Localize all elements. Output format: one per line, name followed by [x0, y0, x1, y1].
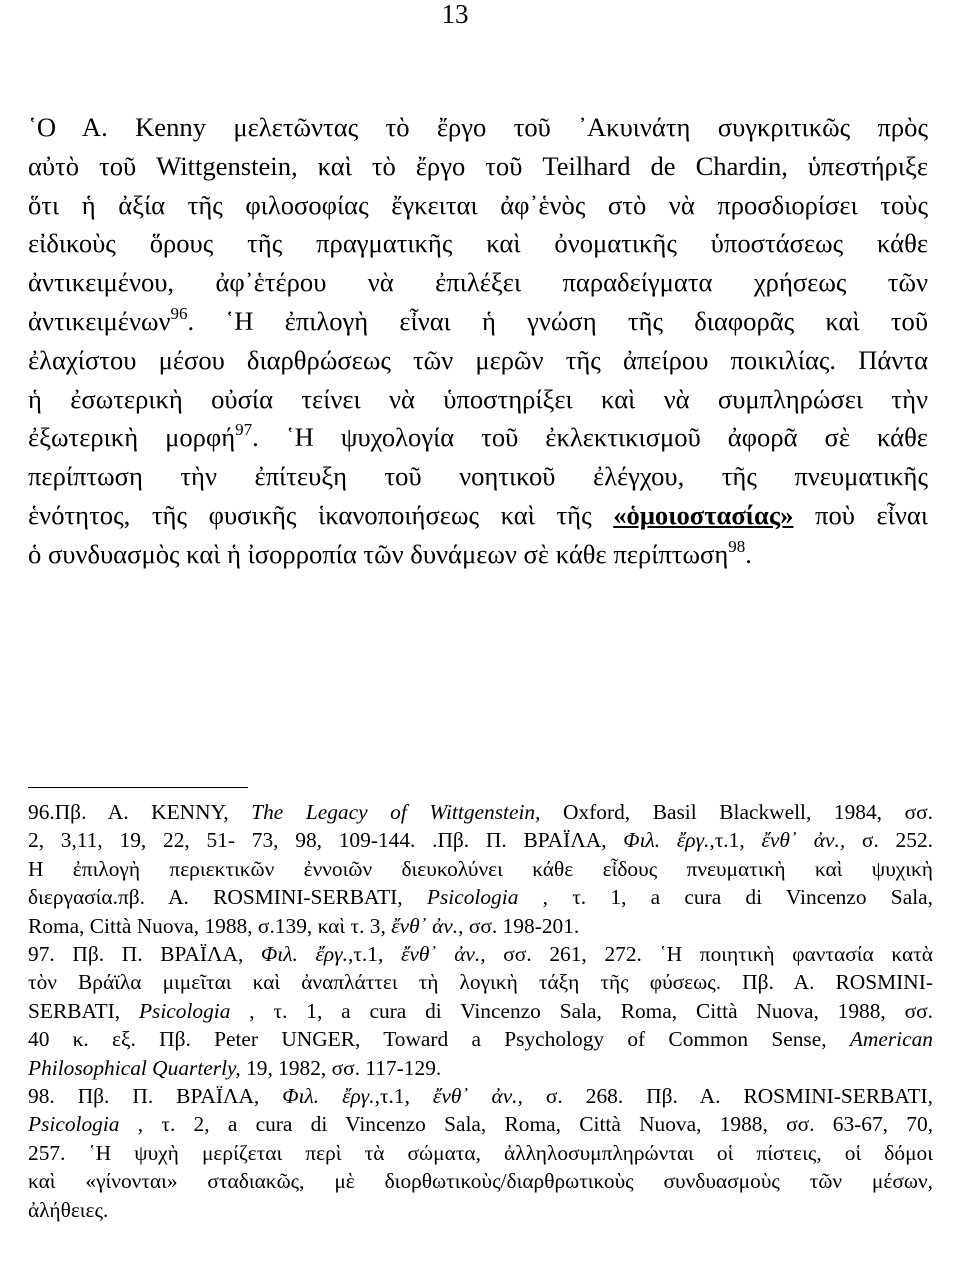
footnote-line [28, 1054, 933, 1082]
footnote-separator [28, 787, 248, 788]
body-paragraph [28, 108, 928, 574]
footnote-text: σσ. 261, 272. ῾Η ποιητικὴ φαντασία κατὰ [485, 942, 933, 967]
body-line [28, 496, 928, 535]
footnote-text: Oxford, Basil Blackwell, 1984, σσ. [540, 800, 933, 824]
footnote-text: 98. Πβ. Π. ΒΡΑΪΛΑ, [28, 1084, 283, 1109]
emphasized-term: «ὁμοιοστασίας» [613, 499, 794, 530]
footnote-italic: Philosophical Quarterly, [28, 1055, 241, 1080]
page-number: 13 [441, 0, 469, 29]
footnote-text: 19, 1982, σσ. 117-129. [240, 1055, 442, 1080]
footnote-line [28, 798, 933, 826]
body-text: . [745, 538, 752, 569]
footnote-italic: Psicologia [138, 998, 231, 1023]
footnote-text: σσ. 198-201. [463, 913, 580, 938]
body-line: περίπτωση τὴν ἐπίτευξη τοῦ νοητικοῦ ἐλέγχου, τῆς πνευματικῆς [28, 461, 928, 492]
footnote-line: τὸν Βράϊλα μιμεῖται καὶ ἀναπλάττει τὴ λογικὴ τάξη τῆς φύσεως. Πβ. Α. ROSMINI- [28, 970, 933, 995]
footnote-line [28, 883, 933, 911]
footnote-line: 257. ῾Η ψυχὴ μερίζεται περὶ τὰ σώματα, ἀλληλοσυμπληρώνται οἱ πίστεις, οἱ δόμοι [28, 1140, 933, 1165]
body-line [28, 302, 928, 341]
body-text: ὁ συνδυασμὸς καὶ ἡ ἰσορροπία τῶν δυνάμεων σὲ κάθε περίπτωση [28, 538, 729, 569]
footnote-italic: Φιλ. ἔργ. [282, 1084, 375, 1109]
body-line: ἀντικειμένου, ἀφ᾿ἑτέρου νὰ ἐπιλέξει παραδείγματα χρήσεως τῶν [28, 267, 928, 298]
body-line: αὐτὸ τοῦ Wittgenstein, καὶ τὸ ἔργο τοῦ Teilhard de Chardin, ὑπεστήριξε [28, 150, 928, 181]
footnote-line [28, 912, 933, 940]
footnote-line: ἀλήθειες. [28, 1197, 109, 1222]
footnote-italic: ἔνθ᾿ ἀν., [400, 942, 486, 967]
body-line: ἡ ἐσωτερικὴ οὐσία τείνει νὰ ὑποστηρίξει καὶ νὰ συμπληρώσει τὴν [28, 383, 928, 414]
footnote-text: 97. Πβ. Π. ΒΡΑΪΛΑ, [28, 942, 261, 967]
footnote-text: ,τ.1, [347, 942, 401, 967]
footnote-text: 2, 3,11, 19, 22, 51- 73, 98, 109-144. .Πβ. Π. ΒΡΑΪΛΑ, [28, 828, 624, 853]
body-text: ἀντικειμένων [28, 305, 171, 336]
footnote-ref-96[interactable]: 96 [170, 303, 188, 323]
footnote-text: σ. 252. [845, 828, 933, 853]
body-text: ἑνότητος, τῆς φυσικῆς ἱκανοποιήσεως καὶ τῆς [28, 499, 592, 530]
body-line [28, 535, 928, 574]
footnote-italic: Psicologia [426, 885, 519, 910]
footnote-text: , τ. 1, a cura di Vincenzo Sala, Roma, Città Nuova, 1988, σσ. [230, 998, 933, 1023]
footnote-italic: ἔνθ᾿ ἀν., [432, 1084, 523, 1109]
body-line: εἰδικοὺς ὅρους τῆς πραγματικῆς καὶ ὀνοματικῆς ὑποστάσεως κάθε [28, 228, 928, 259]
footnote-ref-97[interactable]: 97 [235, 420, 253, 440]
footnote-line: Η ἐπιλογὴ περιεκτικῶν ἐννοιῶν διευκολύνει κάθε εἶδους πνευματικὴ καὶ ψυχικὴ [28, 856, 933, 881]
body-line: ἐλαχίστου μέσου διαρθρώσεως τῶν μερῶν τῆς ἀπείρου ποικιλίας. Πάντα [28, 344, 928, 375]
body-text: ποὺ εἶναι [815, 499, 928, 530]
footnote-line [28, 1025, 933, 1053]
footnote-italic: American [849, 1027, 933, 1052]
footnote-italic: ἔνθ᾿ ἀν., [761, 828, 846, 853]
footnote-text: Roma, Città Nuova, 1988, σ.139, καὶ τ. 3, [28, 913, 392, 938]
footnote-italic: Φιλ. ἔργ. [260, 942, 348, 967]
footnote-text: σ. 268. Πβ. Α. ROSMINI-SERBATI, [522, 1084, 934, 1109]
footnote-text: , τ. 1, a cura di Vincenzo Sala, [518, 885, 933, 910]
footnote-line [28, 1110, 933, 1138]
body-text: . ῾Η ἐπιλογὴ εἶναι ἡ γνώση τῆς διαφορᾶς καὶ τοῦ [187, 305, 928, 336]
body-text: ἐξωτερικὴ μορφή [28, 422, 236, 453]
footnote-line [28, 940, 933, 968]
footnote-text: , τ. 2, a cura di Vincenzo Sala, Roma, Città Nuova, 1988, σσ. 63-67, 70, [119, 1112, 933, 1137]
footnote-italic: Psicologia [28, 1112, 120, 1137]
body-line: ῾Ο Α. Kenny μελετῶντας τὸ ἔργο τοῦ ᾿Ακυινάτη συγκριτικῶς πρὸς [28, 112, 928, 142]
body-text: . ῾Η ψυχολογία τοῦ ἐκλεκτικισμοῦ ἀφορᾶ σὲ κάθε [252, 422, 928, 453]
footnote-italic: The Legacy of Wittgenstein, [251, 800, 541, 824]
footnote-text: ,τ.1, [374, 1084, 433, 1109]
footnotes [28, 798, 933, 1224]
footnote-line [28, 1082, 933, 1110]
body-line: ὅτι ἡ ἀξία τῆς φιλοσοφίας ἔγκειται ἀφ᾿ἑνὸς στὸ νὰ προσδιορίσει τοὺς [28, 189, 928, 220]
footnote-text: SERBATI, [28, 998, 139, 1023]
footnote-line [28, 826, 933, 854]
footnote-ref-98[interactable]: 98 [728, 536, 746, 556]
footnote-text: 40 κ. εξ. Πβ. Peter UNGER, Toward a Psychology of Common Sense, [28, 1027, 850, 1052]
footnote-italic: ἔνθ᾿ ἀν., [391, 913, 464, 938]
footnote-text: 96.Πβ. Α. KENNY, [28, 800, 252, 824]
footnote-text: ,τ.1, [709, 828, 762, 853]
footnote-text: διεργασία.πβ. Α. ROSMINI-SERBATI, [28, 885, 427, 910]
body-line [28, 418, 928, 457]
footnote-line [28, 997, 933, 1025]
footnote-italic: Φιλ. ἔργ. [623, 828, 710, 853]
footnote-line: καὶ «γίνονται» σταδιακῶς, μὲ διορθωτικοὺς/διαρθρωτικοὺς συνδυασμοὺς τῶν μέσων, [28, 1169, 933, 1194]
